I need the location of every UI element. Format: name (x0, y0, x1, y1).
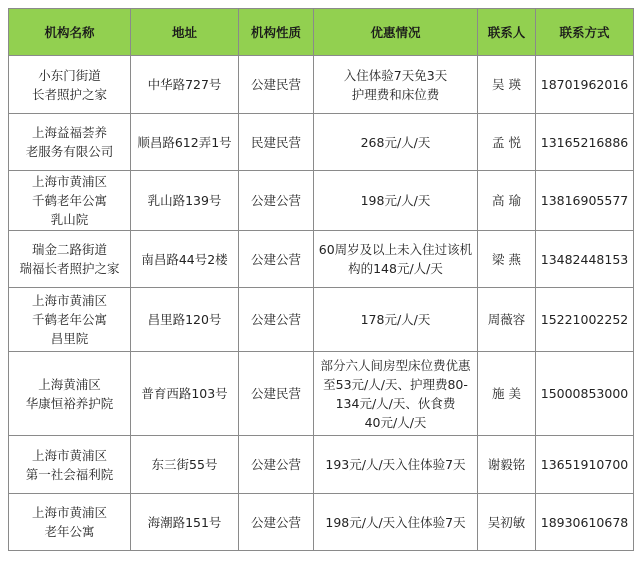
cell-nature: 公建公营 (239, 494, 314, 551)
table-header-row (9, 9, 634, 56)
cell-contact: 谢毅铭 (478, 436, 536, 494)
cell-phone: 15221002252 (536, 288, 634, 352)
cell-nature: 公建公营 (239, 171, 314, 231)
table-row (9, 114, 634, 171)
cell-phone: 18930610678 (536, 494, 634, 551)
cell-name: 小东门街道 长者照护之家 (9, 56, 131, 114)
cell-nature: 民建民营 (239, 114, 314, 171)
cell-contact: 高 瑜 (478, 171, 536, 231)
cell-contact: 周薇容 (478, 288, 536, 352)
cell-address: 海潮路151号 (131, 494, 239, 551)
cell-name: 瑞金二路街道 瑞福长者照护之家 (9, 231, 131, 288)
table-row (9, 288, 634, 352)
cell-name: 上海市黄浦区 第一社会福利院 (9, 436, 131, 494)
header-address: 地址 (131, 9, 239, 56)
table-row (9, 494, 634, 551)
cell-offer: 178元/人/天 (314, 288, 478, 352)
cell-offer: 193元/人/天入住体验7天 (314, 436, 478, 494)
cell-offer: 198元/人/天 (314, 171, 478, 231)
cell-contact: 吴 瑛 (478, 56, 536, 114)
cell-phone: 13816905577 (536, 171, 634, 231)
cell-nature: 公建公营 (239, 436, 314, 494)
header-name: 机构名称 (9, 9, 131, 56)
cell-phone: 13165216886 (536, 114, 634, 171)
table-row (9, 231, 634, 288)
cell-phone: 13482448153 (536, 231, 634, 288)
cell-phone: 15000853000 (536, 352, 634, 436)
cell-address: 顺昌路612弄1号 (131, 114, 239, 171)
cell-offer: 268元/人/天 (314, 114, 478, 171)
table-row (9, 352, 634, 436)
header-offer: 优惠情况 (314, 9, 478, 56)
header-contact: 联系人 (478, 9, 536, 56)
elderly-care-institution-table (8, 8, 634, 551)
institution-table-container (8, 8, 634, 551)
cell-address: 乳山路139号 (131, 171, 239, 231)
cell-address: 南昌路44号2楼 (131, 231, 239, 288)
cell-name: 上海市黄浦区 千鹤老年公寓 乳山院 (9, 171, 131, 231)
cell-nature: 公建公营 (239, 231, 314, 288)
cell-name: 上海黄浦区 华康恒裕养护院 (9, 352, 131, 436)
cell-nature: 公建民营 (239, 352, 314, 436)
cell-address: 普育西路103号 (131, 352, 239, 436)
cell-address: 中华路727号 (131, 56, 239, 114)
cell-name: 上海市黄浦区 老年公寓 (9, 494, 131, 551)
cell-contact: 吴初敏 (478, 494, 536, 551)
header-phone: 联系方式 (536, 9, 634, 56)
cell-contact: 孟 悦 (478, 114, 536, 171)
cell-name: 上海益福荟养 老服务有限公司 (9, 114, 131, 171)
cell-phone: 13651910700 (536, 436, 634, 494)
cell-offer: 入住体验7天免3天 护理费和床位费 (314, 56, 478, 114)
table-row (9, 56, 634, 114)
cell-offer: 60周岁及以上未入住过该机 构的148元/人/天 (314, 231, 478, 288)
cell-nature: 公建民营 (239, 56, 314, 114)
cell-address: 东三街55号 (131, 436, 239, 494)
cell-contact: 梁 燕 (478, 231, 536, 288)
header-nature: 机构性质 (239, 9, 314, 56)
table-row (9, 436, 634, 494)
cell-nature: 公建公营 (239, 288, 314, 352)
cell-offer: 198元/人/天入住体验7天 (314, 494, 478, 551)
cell-name: 上海市黄浦区 千鹤老年公寓 昌里院 (9, 288, 131, 352)
cell-offer: 部分六人间房型床位费优惠 至53元/人/天、护理费80- 134元/人/天、伙食费 40元/人/天 (314, 352, 478, 436)
table-row (9, 171, 634, 231)
cell-contact: 施 美 (478, 352, 536, 436)
cell-phone: 18701962016 (536, 56, 634, 114)
cell-address: 昌里路120号 (131, 288, 239, 352)
